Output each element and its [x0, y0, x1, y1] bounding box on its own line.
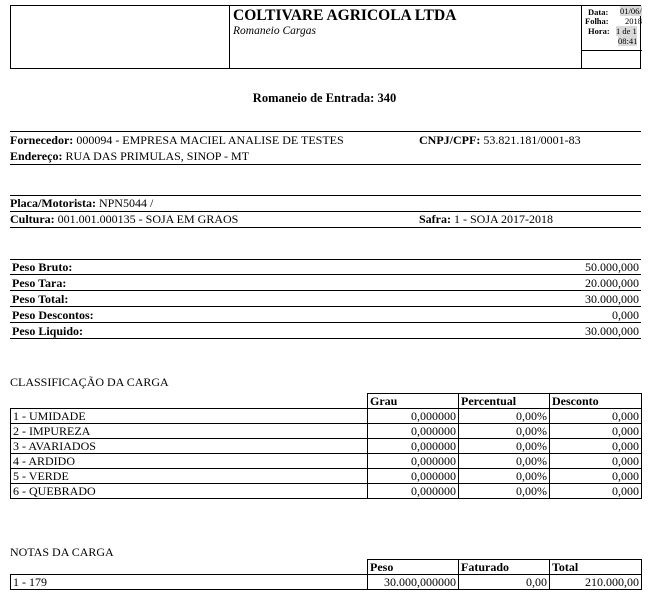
classificacao-title: CLASSIFICAÇÃO DA CARGA: [10, 375, 169, 389]
endereco-value: RUA DAS PRIMULAS, SINOP - MT: [65, 149, 250, 163]
peso-row: [10, 276, 641, 291]
row-desconto: 0,000: [550, 424, 642, 439]
fornecedor-value: 000094 - EMPRESA MACIEL ANALISE DE TESTES: [76, 133, 344, 147]
header-blank-cell: [11, 560, 368, 575]
row-percentual: 0,00%: [459, 439, 550, 454]
folha-label: Folha:: [585, 16, 609, 26]
folha-value: 1 de 1: [616, 26, 637, 36]
peso-label: Peso Bruto:: [12, 260, 73, 274]
row-name: 1 - UMIDADE: [11, 409, 368, 424]
table-header-row: [11, 560, 642, 575]
row-desconto: 0,000: [550, 439, 642, 454]
folha-field: [585, 16, 609, 26]
cnpj-value: 53.821.181/0001-83: [483, 133, 581, 147]
notas-title: NOTAS DA CARGA: [10, 545, 114, 559]
safra-line: [419, 212, 553, 227]
column-header-grau: Grau: [368, 394, 459, 409]
peso-label: Peso Total:: [12, 292, 69, 306]
hora-label: Hora:: [588, 26, 610, 36]
column-header-peso: Peso: [368, 560, 459, 575]
report-header: [10, 5, 641, 69]
cultura-label: Cultura:: [10, 212, 55, 226]
peso-value: 20.000,000: [585, 276, 639, 290]
cnpj-line: [419, 133, 581, 148]
divider: [10, 227, 641, 228]
header-meta-divider: [582, 50, 642, 51]
row-grau: 0,000000: [368, 439, 459, 454]
row-grau: 0,000000: [368, 454, 459, 469]
row-desconto: 0,000: [550, 454, 642, 469]
peso-label: Peso Tara:: [12, 276, 67, 290]
table-row: [11, 454, 642, 469]
date-year: 2018: [625, 16, 642, 26]
row-percentual: 0,00%: [459, 469, 550, 484]
peso-value: 0,000: [612, 308, 639, 322]
placa-label: Placa/Motorista:: [10, 196, 96, 210]
peso-row: [10, 308, 641, 323]
row-grau: 0,000000: [368, 484, 459, 499]
header-blank-cell: [11, 394, 368, 409]
cultura-line: [10, 212, 238, 227]
table-row: [11, 439, 642, 454]
endereco-line: [10, 149, 249, 164]
column-header-total: Total: [550, 560, 642, 575]
row-desconto: 0,000: [550, 469, 642, 484]
table-row: [11, 469, 642, 484]
report-subtitle: Romaneio Cargas: [233, 25, 316, 37]
table-header-row: [11, 394, 642, 409]
safra-value: 1 - SOJA 2017-2018: [454, 212, 554, 226]
hora-field: [588, 26, 610, 36]
row-total: 210.000,00: [550, 575, 642, 590]
row-name: 4 - ARDIDO: [11, 454, 368, 469]
peso-row: [10, 292, 641, 307]
divider: [10, 131, 641, 132]
peso-row: [10, 324, 641, 339]
column-header-faturado: Faturado: [459, 560, 550, 575]
page-title: Romaneio de Entrada: 340: [252, 91, 397, 105]
row-name: 3 - AVARIADOS: [11, 439, 368, 454]
row-faturado: 0,00: [459, 575, 550, 590]
row-percentual: 0,00%: [459, 454, 550, 469]
cnpj-label: CNPJ/CPF:: [419, 133, 481, 147]
peso-label: Peso Liquido:: [12, 324, 84, 338]
row-name: 5 - VERDE: [11, 469, 368, 484]
date-label: Data:: [588, 7, 609, 17]
endereco-label: Endereço:: [10, 149, 63, 163]
row-grau: 0,000000: [368, 409, 459, 424]
fornecedor-line: [10, 133, 344, 148]
column-header-desconto: Desconto: [550, 394, 642, 409]
peso-value: 30.000,000: [585, 292, 639, 306]
table-row: [11, 484, 642, 499]
hora-value: 08:41: [618, 36, 638, 46]
row-name: 6 - QUEBRADO: [11, 484, 368, 499]
peso-row: [10, 260, 641, 275]
row-peso: 30.000,000000: [368, 575, 459, 590]
placa-line: [10, 196, 153, 211]
peso-value: 30.000,000: [585, 324, 639, 338]
row-name: 1 - 179: [11, 575, 368, 590]
cultura-value: 001.001.000135 - SOJA EM GRAOS: [57, 212, 239, 226]
header-logo-cell: [11, 6, 230, 68]
row-desconto: 0,000: [550, 409, 642, 424]
row-percentual: 0,00%: [459, 424, 550, 439]
peso-label: Peso Descontos:: [12, 308, 94, 322]
row-percentual: 0,00%: [459, 484, 550, 499]
row-grau: 0,000000: [368, 469, 459, 484]
row-desconto: 0,000: [550, 484, 642, 499]
notas-table: [10, 559, 642, 590]
column-header-percentual: Percentual: [459, 394, 550, 409]
divider: [10, 164, 641, 165]
table-row: [11, 409, 642, 424]
safra-label: Safra:: [419, 212, 451, 226]
fornecedor-label: Fornecedor:: [10, 133, 74, 147]
company-name: COLTIVARE AGRICOLA LTDA: [233, 7, 457, 24]
row-grau: 0,000000: [368, 424, 459, 439]
table-row: [11, 575, 642, 590]
table-row: [11, 424, 642, 439]
row-name: 2 - IMPUREZA: [11, 424, 368, 439]
placa-value: NPN5044 /: [98, 196, 154, 210]
peso-value: 50.000,000: [585, 260, 639, 274]
date-value: 01/06/: [620, 6, 642, 16]
row-percentual: 0,00%: [459, 409, 550, 424]
classificacao-table: [10, 393, 642, 499]
